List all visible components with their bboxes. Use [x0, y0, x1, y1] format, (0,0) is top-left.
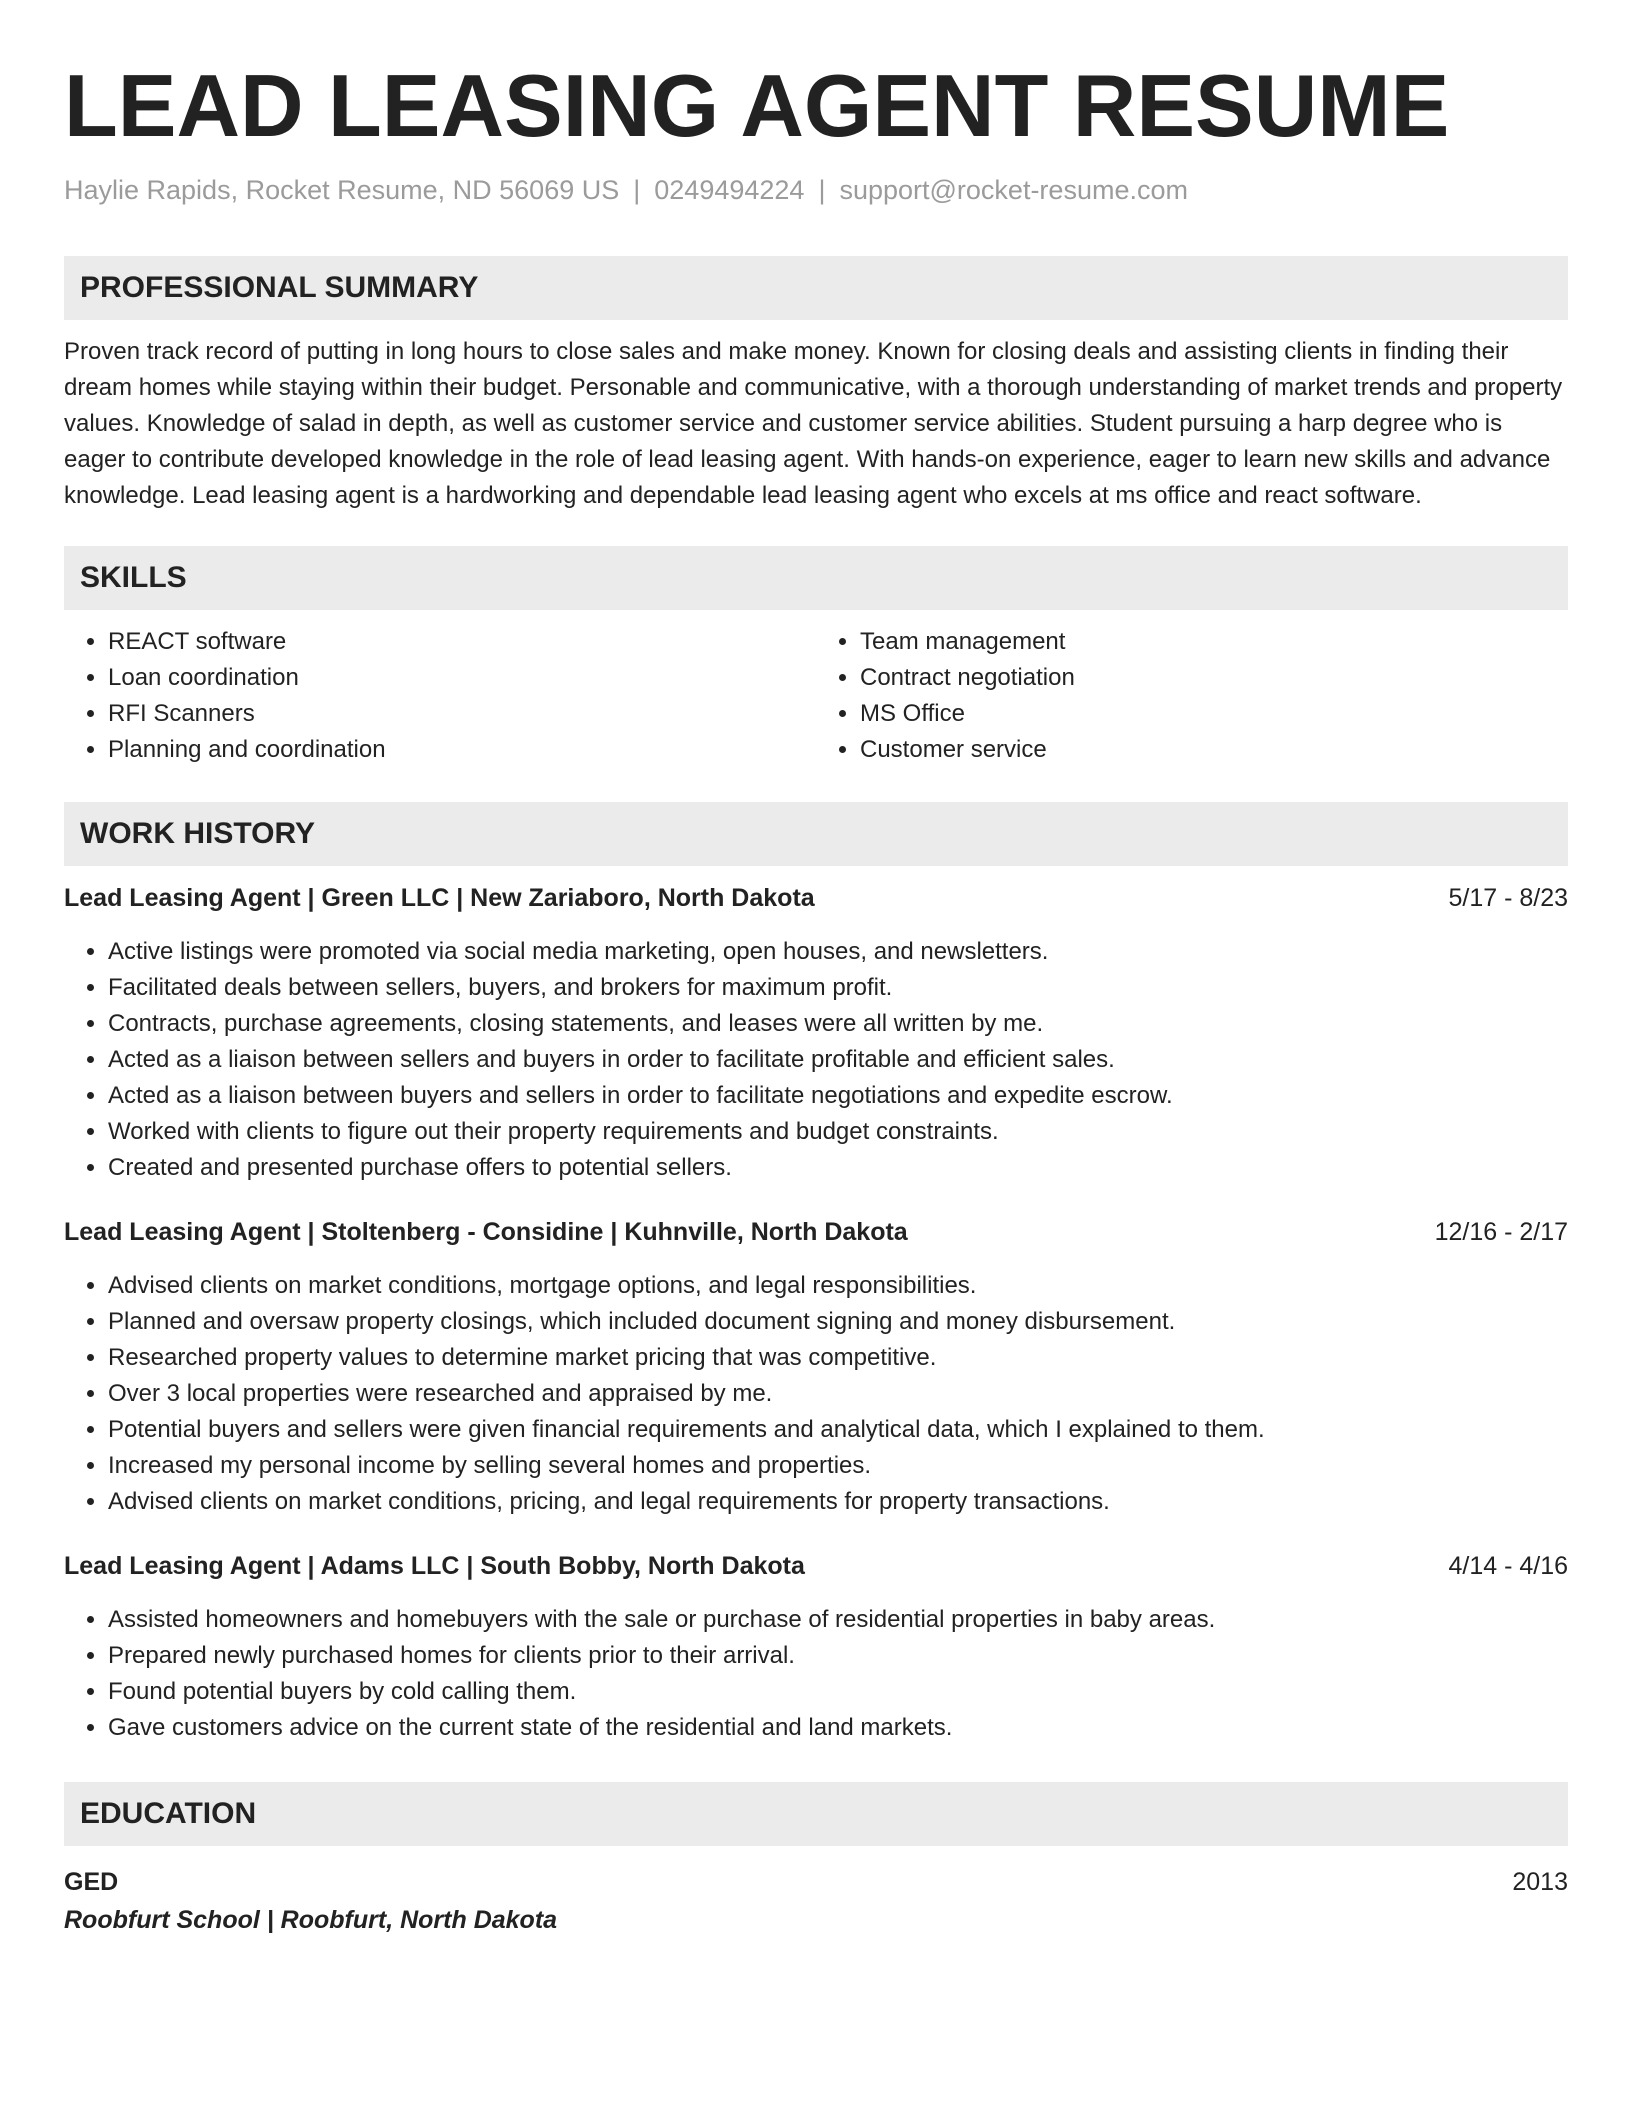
job-dates: 4/14 - 4/16: [1448, 1552, 1568, 1581]
job-header: [64, 880, 1568, 916]
job-dates: 12/16 - 2/17: [1434, 1218, 1568, 1247]
job-bullet: • Facilitated deals between sellers, buyers, and brokers for maximum profit.: [108, 970, 1568, 1006]
job-bullet: • Assisted homeowners and homebuyers with the sale or purchase of residential properties in baby areas.: [108, 1602, 1568, 1638]
job-bullet: • Created and presented purchase offers to potential sellers.: [108, 1150, 1568, 1186]
job-bullet: • Found potential buyers by cold calling them.: [108, 1674, 1568, 1710]
contact-separator: |: [818, 175, 826, 205]
contact-phone: 0249494224: [654, 175, 805, 205]
section-header-summary: PROFESSIONAL SUMMARY: [64, 256, 1568, 320]
skill-item: • Customer service: [860, 732, 1568, 768]
job-bullet: • Prepared newly purchased homes for clients prior to their arrival.: [108, 1638, 1568, 1674]
job-entry: [64, 880, 1568, 1186]
education-header: [64, 1864, 1568, 1900]
resume-title: LEAD LEASING AGENT RESUME: [64, 56, 1450, 155]
contact-email: support@rocket-resume.com: [839, 175, 1188, 205]
section-header-skills: SKILLS: [64, 546, 1568, 610]
job-bullet: • Over 3 local properties were researched and appraised by me.: [108, 1376, 1568, 1412]
job-title: Lead Leasing Agent | Adams LLC | South Bobby, North Dakota: [64, 1552, 805, 1581]
job-bullet: • Planned and oversaw property closings, which included document signing and money disbursement.: [108, 1304, 1568, 1340]
job-bullet: • Contracts, purchase agreements, closing statements, and leases were all written by me.: [108, 1006, 1568, 1042]
skills-list-left: [64, 624, 816, 768]
skills-list-right: [816, 624, 1568, 768]
job-bullets: [64, 934, 1568, 1186]
job-header: [64, 1214, 1568, 1250]
education-entry: [64, 1864, 1568, 1938]
skill-item: • RFI Scanners: [108, 696, 816, 732]
skill-item: • MS Office: [860, 696, 1568, 732]
job-bullet: • Researched property values to determine market pricing that was competitive.: [108, 1340, 1568, 1376]
job-bullet: • Increased my personal income by selling several homes and properties.: [108, 1448, 1568, 1484]
job-bullet: • Gave customers advice on the current state of the residential and land markets.: [108, 1710, 1568, 1746]
contact-separator: |: [633, 175, 641, 205]
skill-item: • Contract negotiation: [860, 660, 1568, 696]
education-year: 2013: [1512, 1868, 1568, 1897]
job-dates: 5/17 - 8/23: [1448, 884, 1568, 913]
job-bullets: [64, 1602, 1568, 1746]
section-header-education: EDUCATION: [64, 1782, 1568, 1846]
job-bullet: • Active listings were promoted via social media marketing, open houses, and newsletters.: [108, 934, 1568, 970]
skill-item: • Team management: [860, 624, 1568, 660]
skill-item: • REACT software: [108, 624, 816, 660]
job-bullet: • Acted as a liaison between sellers and buyers in order to facilitate profitable and efficient sales.: [108, 1042, 1568, 1078]
summary-text: Proven track record of putting in long hours to close sales and make money. Known for closing deals and assisting clients in finding their dream homes while staying within their budget. Personable and communicative, with a thorough understanding of market trends and property values. Knowledge of salad in depth, as well as customer service and customer service abilities. Student pursuing a harp degree who is eager to contribute developed knowledge in the role of lead leasing agent. With hands-on experience, eager to learn new skills and advance knowledge. Lead leasing agent is a hardworking and dependable lead leasing agent who excels at ms office and react software.: [64, 338, 1563, 510]
contact-address: Haylie Rapids, Rocket Resume, ND 56069 US: [64, 175, 620, 205]
education-degree: GED: [64, 1868, 119, 1897]
job-bullet: • Potential buyers and sellers were given financial requirements and analytical data, which I explained to them.: [108, 1412, 1568, 1448]
job-bullet: • Advised clients on market conditions, mortgage options, and legal responsibilities.: [108, 1268, 1568, 1304]
job-bullet: • Worked with clients to figure out their property requirements and budget constraints.: [108, 1114, 1568, 1150]
job-bullets: [64, 1268, 1568, 1520]
skills-grid: [64, 624, 1568, 768]
job-title: Lead Leasing Agent | Green LLC | New Zariaboro, North Dakota: [64, 884, 815, 913]
skill-item: • Loan coordination: [108, 660, 816, 696]
job-entry: [64, 1214, 1568, 1520]
job-title: Lead Leasing Agent | Stoltenberg - Considine | Kuhnville, North Dakota: [64, 1218, 908, 1247]
job-entry: [64, 1548, 1568, 1746]
contact-line: [64, 174, 1568, 206]
skill-item: • Planning and coordination: [108, 732, 816, 768]
education-school: Roobfurt School | Roobfurt, North Dakota: [64, 1906, 558, 1935]
section-header-work-history: WORK HISTORY: [64, 802, 1568, 866]
job-bullet: • Acted as a liaison between buyers and sellers in order to facilitate negotiations and expedite escrow.: [108, 1078, 1568, 1114]
job-header: [64, 1548, 1568, 1584]
job-bullet: • Advised clients on market conditions, pricing, and legal requirements for property transactions.: [108, 1484, 1568, 1520]
